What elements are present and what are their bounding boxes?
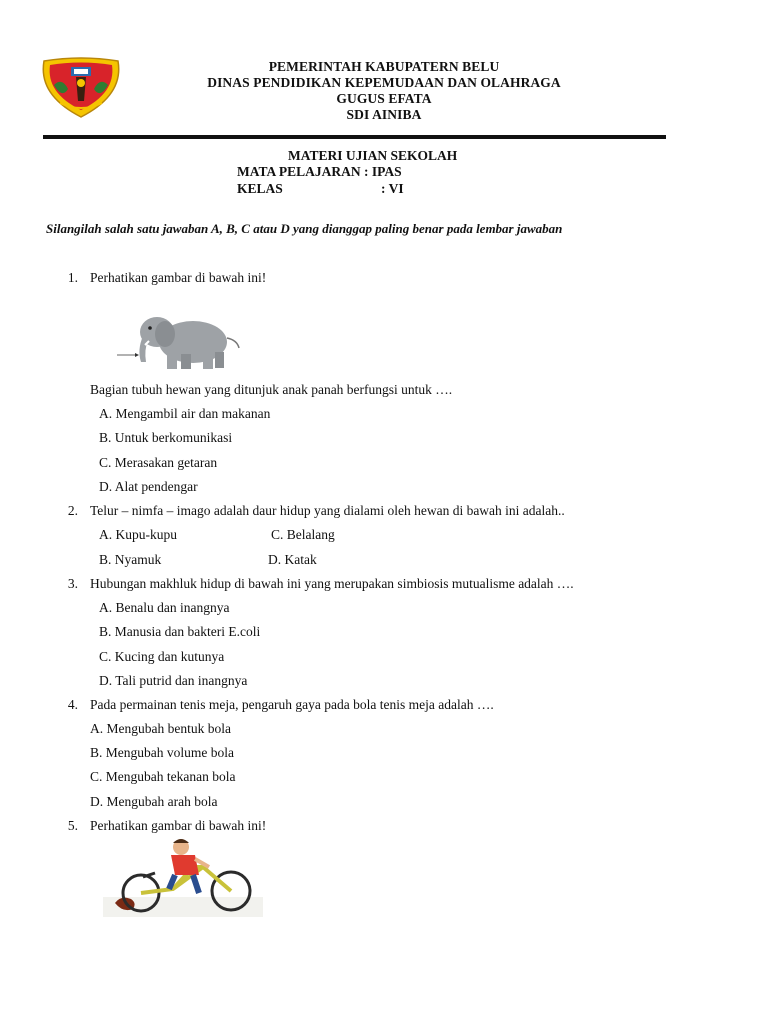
option-2c[interactable]: C. Belalang	[271, 527, 335, 542]
question-text: Perhatikan gambar di bawah ini!	[90, 818, 267, 833]
option-4b[interactable]: B. Mengubah volume bola	[90, 745, 234, 760]
option-1d[interactable]: D. Alat pendengar	[99, 479, 198, 494]
option-2a[interactable]: A. Kupu-kupu	[99, 527, 177, 542]
exam-subject: MATA PELAJARAN : IPAS	[237, 164, 402, 179]
question-text: Hubungan makhluk hidup di bawah ini yang merupakan simbiosis mutualisme adalah ….	[90, 576, 574, 591]
header-department: DINAS PENDIDIKAN KEPEMUDAAN DAN OLAHRAGA	[207, 75, 561, 90]
question-number: 5.	[67, 818, 78, 833]
question-text: Pada permainan tenis meja, pengaruh gaya pada bola tenis meja adalah ….	[90, 697, 494, 712]
question-number: 2.	[67, 503, 78, 518]
exam-class-label: KELAS	[237, 181, 283, 196]
option-3a[interactable]: A. Benalu dan inangnya	[99, 600, 230, 615]
instruction-text: Silangilah salah satu jawaban A, B, C atau D yang dianggap paling benar pada lembar jawaban	[46, 221, 563, 236]
question-text: Perhatikan gambar di bawah ini!	[90, 270, 267, 285]
question-number: 3.	[67, 576, 78, 591]
option-3c[interactable]: C. Kucing dan kutunya	[99, 649, 225, 664]
header-school: SDI AINIBA	[346, 107, 422, 122]
option-4d[interactable]: D. Mengubah arah bola	[90, 794, 218, 809]
option-1b[interactable]: B. Untuk berkomunikasi	[99, 430, 233, 445]
option-4a[interactable]: A. Mengubah bentuk bola	[90, 721, 231, 736]
question-1-prompt: Bagian tubuh hewan yang ditunjuk anak panah berfungsi untuk ….	[90, 382, 453, 397]
header-cluster: GUGUS EFATA	[336, 91, 432, 106]
header-government: PEMERINTAH KABUPATERN BELU	[268, 59, 500, 74]
exam-class-value: : VI	[381, 181, 404, 196]
exam-title: MATERI UJIAN SEKOLAH	[288, 148, 458, 163]
header-divider	[43, 135, 666, 139]
option-1a[interactable]: A. Mengambil air dan makanan	[99, 406, 271, 421]
option-2b[interactable]: B. Nyamuk	[99, 552, 162, 567]
question-number: 1.	[67, 270, 78, 285]
option-2d[interactable]: D. Katak	[268, 552, 317, 567]
option-3d[interactable]: D. Tali putrid dan inangnya	[99, 673, 248, 688]
elephant-image	[115, 314, 245, 372]
option-1c[interactable]: C. Merasakan getaran	[99, 455, 218, 470]
option-4c[interactable]: C. Mengubah tekanan bola	[90, 769, 236, 784]
option-3b[interactable]: B. Manusia dan bakteri E.coli	[99, 624, 261, 639]
cyclist-image	[103, 837, 263, 917]
question-text: Telur – nimfa – imago adalah daur hidup yang dialami oleh hewan di bawah ini adalah..	[90, 503, 565, 518]
question-number: 4.	[67, 697, 78, 712]
